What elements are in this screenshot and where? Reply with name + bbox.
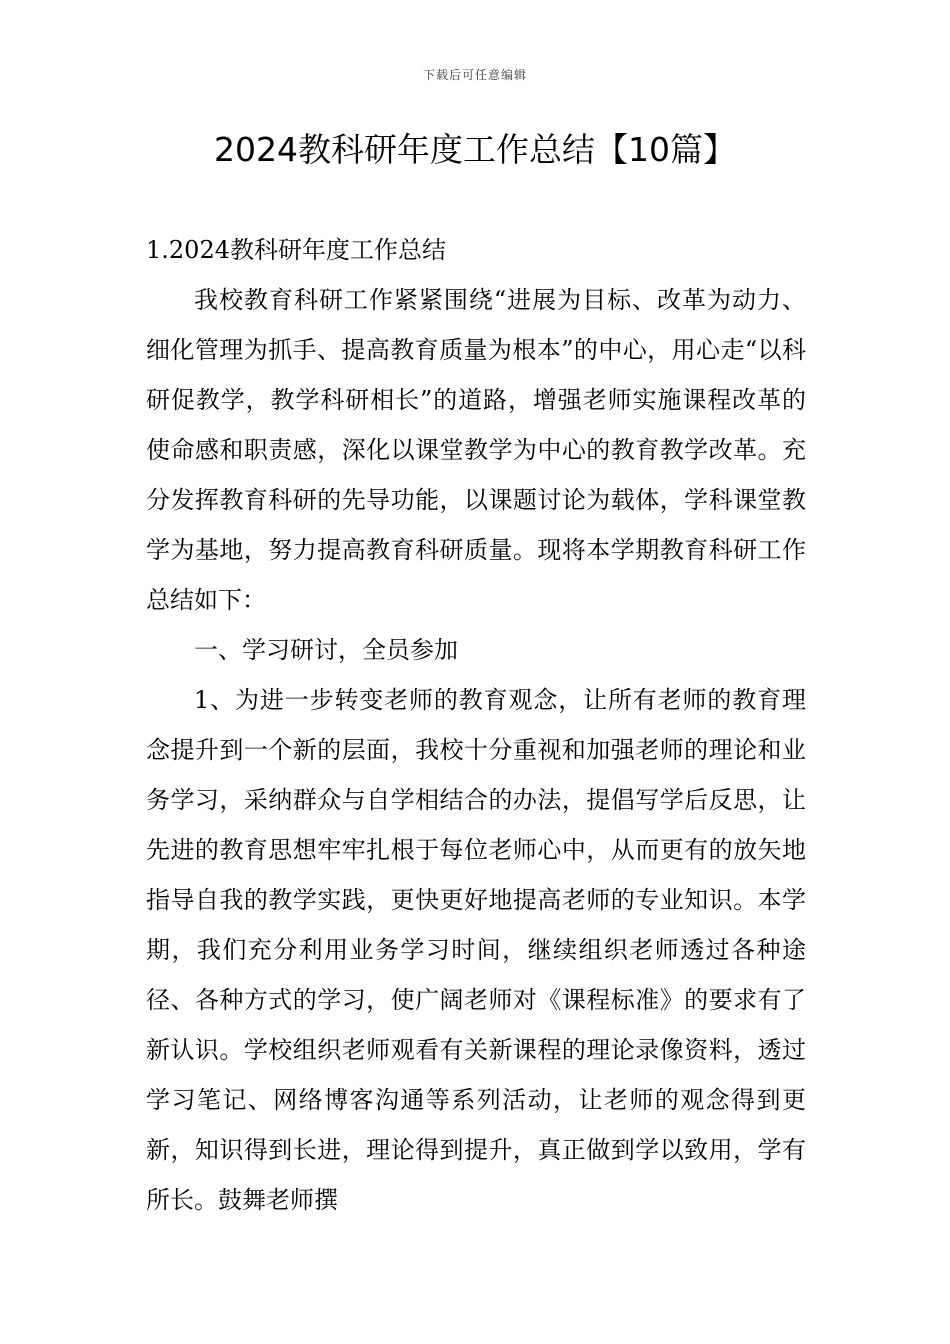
intro-paragraph: 我校教育科研工作紧紧围绕“进展为目标、改革为动力、细化管理为抓手、提高教育质量为根本”的中心，用心走“以科研促教学，教学科研相长”的道路，增强老师实施课程改革的使命感和职责感，深化以课堂教学为中心的教育教学改革。充分发挥教育科研的先导功能，以课题讨论为载体，学科课堂教学为基地，努力提高教育科研质量。现将本学期教育科研工作总结如下： bbox=[146, 286, 806, 614]
page-header-note: 下载后可任意编辑 bbox=[422, 68, 527, 82]
document-body bbox=[146, 225, 806, 1225]
section-title: 1.2024教科研年度工作总结 bbox=[146, 236, 446, 264]
subsection-heading: 一、学习研讨，全员参加 bbox=[194, 636, 458, 664]
document-title: 2024教科研年度工作总结【10篇】 bbox=[214, 130, 736, 169]
body-paragraph: 1、为进一步转变老师的教育观念，让所有老师的教育理念提升到一个新的层面，我校十分重视和加强老师的理论和业务学习，采纳群众与自学相结合的办法，提倡写学后反思，让先进的教育思想牢牢扎根于每位老师心中，从而更有的放矢地指导自我的教学实践，更快更好地提高老师的专业知识。本学期，我们充分利用业务学习时间，继续组织老师透过各种途径、各种方式的学习，使广阔老师对《课程标准》的要求有了新认识。学校组织老师观看有关新课程的理论录像资料，透过学习笔记、网络博客沟通等系列活动，让老师的观念得到更新，知识得到长进，理论得到提升，真正做到学以致用，学有所长。鼓舞老师撰 bbox=[146, 686, 806, 1214]
